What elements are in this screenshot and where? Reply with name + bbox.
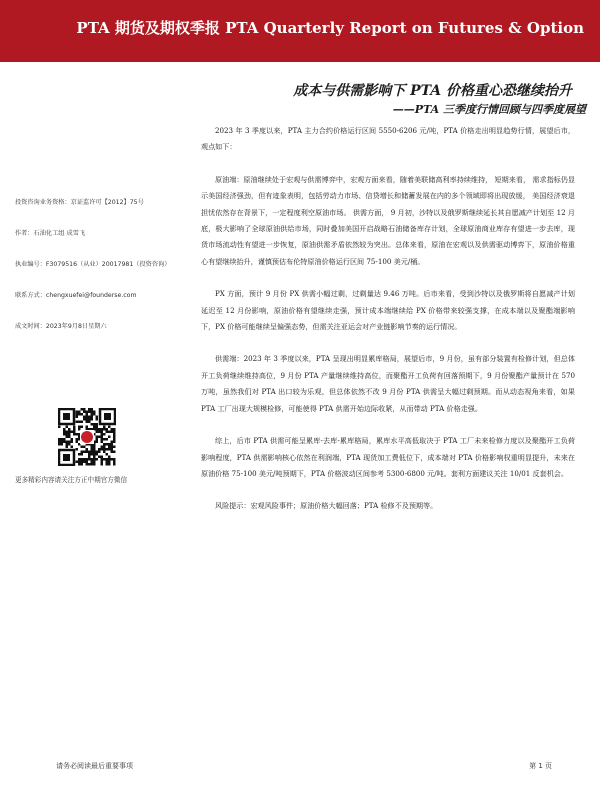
paragraph-px: PX 方面，预计 9 月份 PX 供需小幅过剩，过剩量达 9.46 万吨。后市来看，受到沙特以及俄罗斯将自愿减产计划延迟至 12 月份影响，原油价格有望继续走强，预计成本端继续给 PX 价格带来较强支撑，在成本端以及聚酯端影响下，PX 价格可能继续呈偏强态势，但需关注亚运会对产业链影响节奏的运行情况。	[201, 289, 575, 332]
paragraph-risk: 风险提示：宏观风险事件；原油价格大幅回落；PTA 检修不及预期等。	[215, 501, 438, 511]
contact-text: 联系方式：chengxuefei@founderse.com	[15, 292, 137, 299]
paragraph-crude-oil: 原油端：原油继续处于宏观与供需博弈中，宏观方面来看，随着美联储高利率持续维持， 短期来看， 需求指标仍显示美国经济强劲，但有迹象表明，包括劳动力市场、信贷增长和储蓄发展在内的多个领域即将出现放缓， 美国经济衰退担忧依然存在背景下，一定程度利空原油市场。 供需方面， 9 月初，沙特以及俄罗斯继续延长其自愿减产计划至 12 月底，极大影响了全球原油供给市场，同时叠加美国开启战略石油储备库存计划，全球原油商业库存有望进一步去库，现货市场流动性有望进一步恢复，原油供需矛盾依然较为突出。总体来看，原油在宏观以及供需驱动博弈下，原油价格重心有望继续抬升，谨慎预估布伦特原油价格运行区间 75-100 美元/桶。	[201, 174, 575, 266]
paragraph-intro: 2023 年 3 季度以来，PTA 主力合约价格运行区间 5550-6206 元/吨，PTA 价格走出明显趋势行情，展望后市，观点如下：	[201, 126, 575, 152]
report-body	[201, 123, 575, 531]
qualification-text: 投资咨询业务资格：京证监许可【2012】75号	[15, 199, 144, 206]
paragraph-summary: 综上，后市 PTA 供需可能呈累库-去库-累库格局，累库水平高低取决于 PTA 工厂未来检修力度以及聚酯开工负荷影响程度，PTA 供需影响核心依然在利润端，PTA 现货加工费低位下，成本端对 PTA 价格影响权重明显提升，未来在原油价格 75-100 美元/吨预期下，PTA 价格波动区间参考 5300-6800 元/吨。套利方面建议关注 10/01 反套机会。	[201, 436, 575, 478]
footer-disclaimer: 请务必阅读最后重要事项	[56, 762, 133, 770]
report-header-bar	[0, 0, 600, 62]
author-text: 作者：石油化工组 成雪飞	[15, 230, 86, 237]
license-text: 执业编号：F3079516（从业）20017981（投资咨询）	[15, 261, 171, 268]
qr-code-icon	[58, 408, 116, 466]
page-number: 第 1 页	[529, 762, 552, 770]
report-subtitle: ——PTA 三季度行情回顾与四季度展望	[392, 103, 586, 116]
report-header-title: PTA 期货及期权季报 PTA Quarterly Report on Futures & Option	[76, 19, 584, 37]
qr-logo-icon	[81, 431, 93, 443]
report-title: 成本与供需影响下 PTA 价格重心恐继续抬升	[293, 83, 572, 99]
qr-caption: 更多精彩内容请关注方正中期官方微信	[15, 476, 128, 484]
author-info-panel	[15, 197, 195, 352]
paragraph-supply-demand: 供需端：2023 年 3 季度以来，PTA 呈现出明显累库格局，展望后市，9 月份，虽有部分装置有检修计划，但总体开工负荷继续维持高位，9 月份 PTA 产量继续维持高位，而聚酯开工负荷有回落预期下，9 月份聚酯产量预计在 570 万吨，虽然我们对 PTA 出口较为乐观，但总体依然不改 9 月份 PTA 供需呈大幅过剩预期。而从动态视角来看，如果 PTA 工厂出现大规模检修，可能使得 PTA 供需开始边际收紧，从而带动 PTA 价格走强。	[201, 354, 575, 413]
date-text: 成文时间：2023年9月8日星期六	[15, 323, 107, 330]
